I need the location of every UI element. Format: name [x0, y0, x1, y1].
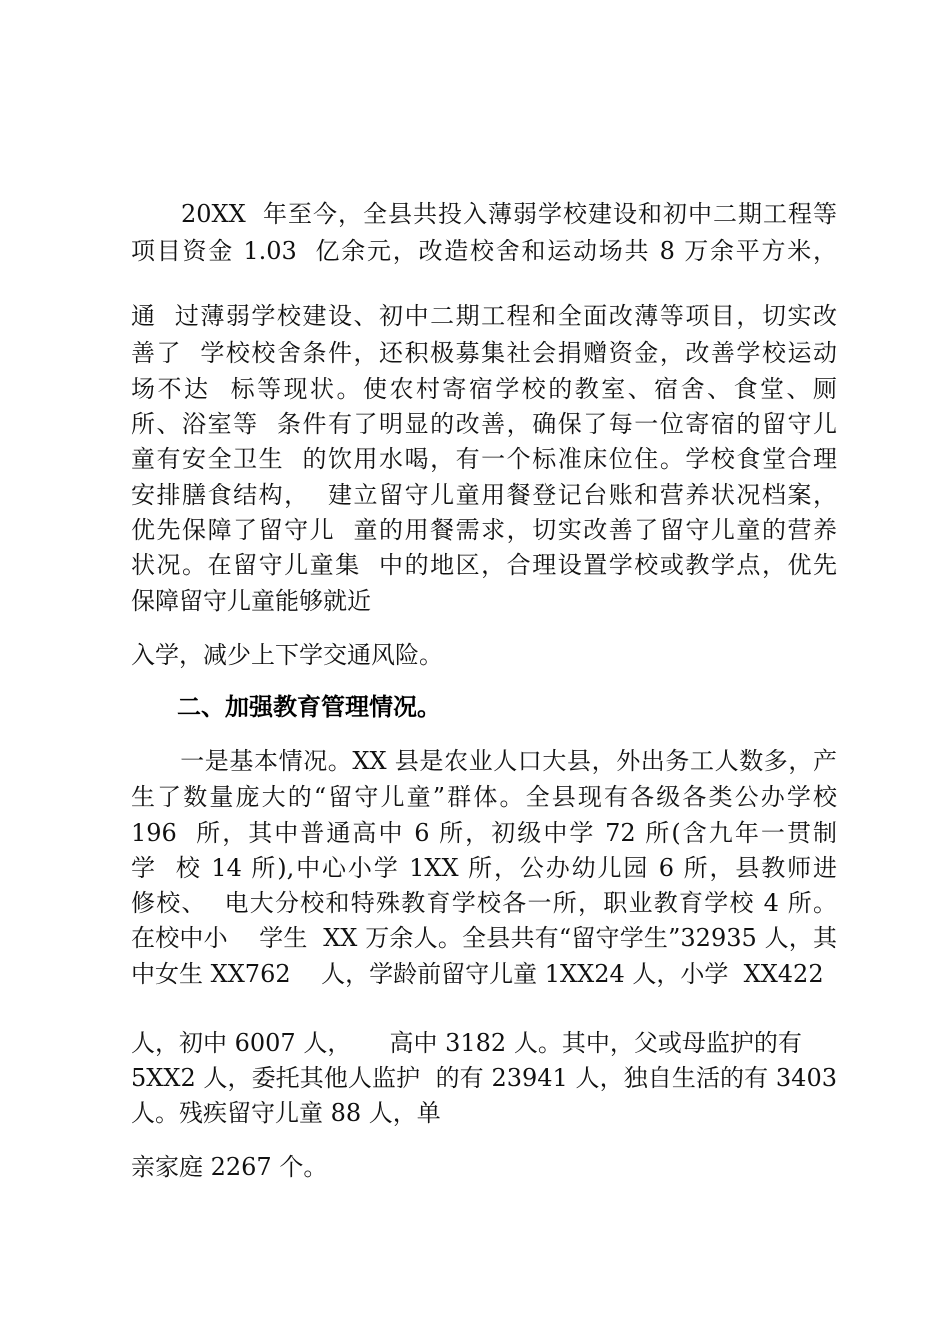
paragraph-line: 人。残疾留守儿童 88 人，单 [131, 1099, 441, 1127]
paragraph-line: 童有安全卫生 的饮用水喝，有一个标准床位住。学校食堂合理 [131, 445, 837, 473]
paragraph-line: 所、浴室等 条件有了明显的改善，确保了每一位寄宿的留守儿 [131, 410, 837, 438]
paragraph-line: 安排膳食结构， 建立留守儿童用餐登记台账和营养状况档案， [131, 481, 837, 509]
paragraph-line: 中女生 XX762 人，学龄前留守儿童 1XX24 人，小学 XX422 [131, 960, 824, 988]
paragraph-line: 优先保障了留守儿 童的用餐需求，切实改善了留守儿童的营养 [131, 516, 837, 544]
paragraph-line: 生了数量庞大的“留守儿童”群体。全县现有各级各类公办学校 [131, 783, 837, 811]
paragraph-line: 学 校 14 所),中心小学 1XX 所，公办幼儿园 6 所，县教师进 [131, 854, 837, 882]
paragraph-line: 196 所，其中普通高中 6 所，初级中学 72 所(含九年一贯制 [131, 819, 837, 847]
paragraph-continuation: 入学，减少上下学交通风险。 [131, 641, 443, 669]
paragraph-line: 在校中小 学生 XX 万余人。全县共有“留守学生”32935 人，其 [131, 924, 837, 952]
paragraph-line: 一是基本情况。XX 县是农业人口大县，外出务工人数多，产 [131, 747, 837, 775]
paragraph-line: 通 过薄弱学校建设、初中二期工程和全面改薄等项目，切实改 [131, 302, 837, 330]
paragraph-line: 20XX 年至今，全县共投入薄弱学校建设和初中二期工程等 [131, 200, 837, 228]
paragraph-line: 善了 学校校舍条件，还积极募集社会捐赠资金，改善学校运动 [131, 339, 837, 367]
paragraph-line: 修校、 电大分校和特殊教育学校各一所，职业教育学校 4 所。 [131, 889, 837, 917]
section-heading: 二、加强教育管理情况。 [177, 693, 441, 721]
paragraph-line: 项目资金 1.03 亿余元，改造校舍和运动场共 8 万余平方米， [131, 237, 837, 265]
paragraph-continuation: 亲家庭 2267 个。 [131, 1153, 328, 1181]
paragraph-line: 状况。在留守儿童集 中的地区，合理设置学校或教学点，优先 [131, 551, 837, 579]
paragraph-line: 人，初中 6007 人， 高中 3182 人。其中，父或母监护的有 [131, 1029, 802, 1057]
paragraph-line: 保障留守儿童能够就近 [131, 587, 371, 615]
paragraph-line: 5XX2 人，委托其他人监护 的有 23941 人，独自生活的有 3403 [131, 1064, 837, 1092]
paragraph-line: 场不达 标等现状。使农村寄宿学校的教室、宿舍、食堂、厕 [131, 375, 837, 403]
